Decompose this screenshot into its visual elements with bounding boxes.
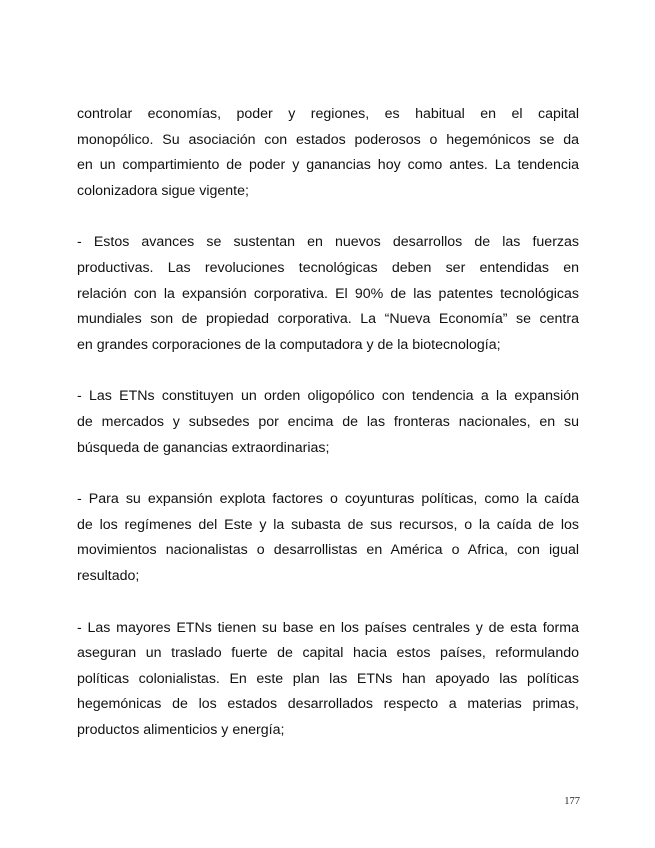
text-line: de los regímenes del Este y la subasta de sus recursos, o la caída de los [77,516,579,533]
text-line: controlar economías, poder y regiones, es habitual en el capital [77,106,579,122]
text-line: monopólico. Su asociación con estados poderosos o hegemónicos se da [77,131,579,148]
paragraph-3 [77,384,579,461]
text-line: hegemónicas de los estados desarrollados respecto a materias primas, [77,696,579,713]
text-line: en grandes corporaciones de la computadora y de la biotecnología; [77,336,501,353]
text-line: de mercados y subsedes por encima de las fronteras nacionales, en su [77,413,579,430]
text-line: productos alimenticios y energía; [77,721,285,738]
text-line: relación con la expansión corporativa. El 90% de las patentes tecnológicas [77,285,579,302]
text-line: colonizadora sigue vigente; [77,182,249,199]
body-text [77,102,579,769]
text-line: resultado; [77,567,140,584]
paragraph-2 [77,230,579,358]
text-line: - Las ETNs constituyen un orden oligopólico con tendencia a la expansión [77,388,579,405]
text-line: - Para su expansión explota factores o coyunturas políticas, como la caída [77,491,579,508]
text-line: políticas colonialistas. En este plan las ETNs han apoyado las políticas [77,670,579,687]
text-line: mundiales son de propiedad corporativa. La “Nueva Economía” se centra [77,311,579,328]
paragraph-1 [77,102,579,204]
page-number: 177 [564,796,580,807]
text-line: productivas. Las revoluciones tecnológicas deben ser entendidas en [77,259,579,276]
text-line: movimientos nacionalistas o desarrollistas en América o Africa, con igual [77,542,579,559]
paragraph-5 [77,616,579,744]
text-line: búsqueda de ganancias extraordinarias; [77,439,330,456]
text-line: en un compartimiento de poder y ganancias hoy como antes. La tendencia [77,157,579,174]
paragraph-4 [77,487,579,589]
text-line: - Estos avances se sustentan en nuevos desarrollos de las fuerzas [77,234,579,251]
text-line: aseguran un traslado fuerte de capital hacia estos países, reformulando [77,645,579,662]
text-line: - Las mayores ETNs tienen su base en los países centrales y de esta forma [77,619,579,636]
